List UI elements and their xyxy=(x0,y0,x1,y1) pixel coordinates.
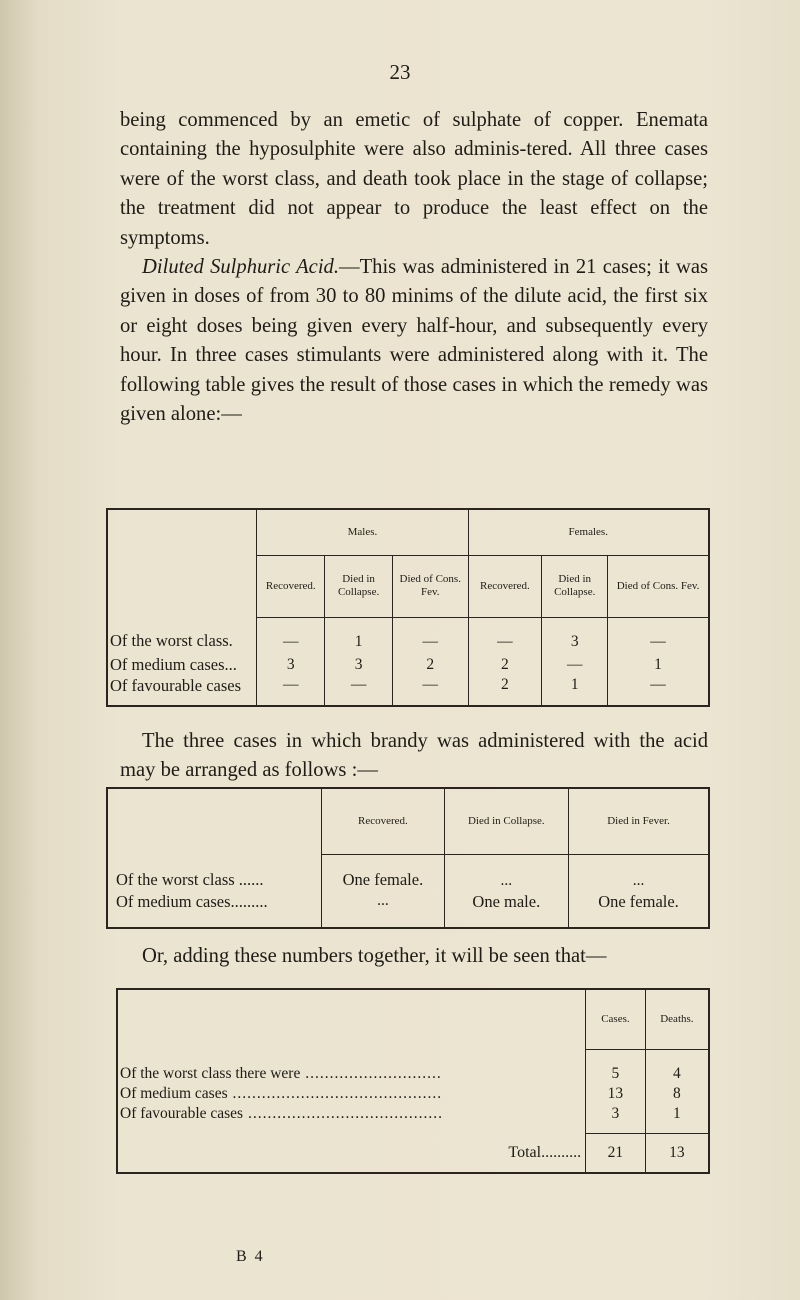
table-cell: — xyxy=(650,676,666,693)
results-table-with-brandy xyxy=(106,787,710,929)
table-cell: 2 xyxy=(392,653,468,676)
table-row xyxy=(107,617,709,653)
table-cell: ... xyxy=(444,854,568,890)
table-row xyxy=(107,854,709,890)
results-table-acid-alone xyxy=(106,508,710,707)
table-cell: 5 xyxy=(586,1049,646,1083)
row-label xyxy=(117,1105,586,1133)
table-cell: — xyxy=(650,633,666,650)
table2-col-header: Died in Fever. xyxy=(569,788,709,854)
summary-table-cases-deaths xyxy=(116,988,710,1174)
row-label: Of the worst class ...... xyxy=(107,854,322,890)
table-cell: — xyxy=(542,653,608,676)
table-cell: One female. xyxy=(322,854,444,890)
table-cell: — xyxy=(325,676,393,706)
row-label-text: Of favourable cases xyxy=(120,1105,244,1122)
table-cell: 1 xyxy=(325,617,393,653)
table-row xyxy=(107,890,709,928)
page-number: 23 xyxy=(389,60,411,84)
table2-col-header: Died in Collapse. xyxy=(444,788,568,854)
table-cell: 1 xyxy=(673,1105,681,1122)
table-cell: 2 xyxy=(468,676,542,706)
table1-col-header: Died of Cons. Fev. xyxy=(608,555,709,617)
table3-col-header: Cases. xyxy=(586,989,646,1049)
table1-col-header: Died of Cons. Fev. xyxy=(392,555,468,617)
table3-col-header: Deaths. xyxy=(645,989,709,1049)
row-label: Of the worst class. xyxy=(107,617,257,653)
table-cell: 3 xyxy=(325,653,393,676)
total-cell: 21 xyxy=(586,1133,646,1173)
row-label: Of medium cases......... xyxy=(107,890,322,928)
table-cell: — xyxy=(257,676,325,706)
paragraph-brandy-cases: The three cases in which brandy was administered with the acid may be arranged as follows :— xyxy=(120,730,708,782)
table-cell: — xyxy=(392,676,468,706)
table1-col-header: Died in Collapse. xyxy=(325,555,393,617)
table-cell: — xyxy=(468,617,542,653)
table-cell: One female. xyxy=(598,892,679,911)
row-label xyxy=(117,1083,586,1105)
table-row-total xyxy=(117,1133,709,1173)
paragraph-sulphuric-acid xyxy=(120,253,708,429)
paragraph-copper-treatment: being commenced by an emetic of sulphate of copper. Enemata containing the hyposulphite were also adminis-tered. All three cases were of the worst class, and death took place in the stage of collapse; the treatment did not appear to produce the least effect on the symptoms. xyxy=(120,109,708,249)
table1-col-header: Died in Collapse. xyxy=(542,555,608,617)
table-cell: — xyxy=(392,617,468,653)
total-label: Total.......... xyxy=(117,1133,586,1173)
table1-corner-cell xyxy=(107,509,257,617)
table-row xyxy=(117,1049,709,1083)
table1-col-header: Recovered. xyxy=(257,555,325,617)
signature-mark: B 4 xyxy=(236,1248,265,1265)
table-cell: 3 xyxy=(257,653,325,676)
dot-leader: ............................ xyxy=(300,1065,442,1082)
table2-col-header: Recovered. xyxy=(322,788,444,854)
table2-corner-cell xyxy=(107,788,322,854)
table-cell: 2 xyxy=(468,653,542,676)
table-cell: ... xyxy=(322,890,444,928)
dot-leader: ........................................... xyxy=(227,1085,443,1102)
dot-leader: ........................................ xyxy=(243,1105,443,1122)
row-label xyxy=(117,1049,586,1083)
row-label-text: Of the worst class there were xyxy=(120,1065,301,1082)
table-row xyxy=(117,1105,709,1133)
paragraph-sulphuric-acid-body: —This was administered in 21 cases; it was given in doses of from 30 to 80 minims of the dilute acid, the first six or eight doses being given every half-hour, and subsequently every hour. In three cases stimulants were administered along with it. The following table gives the result of those cases in which the remedy was given alone:— xyxy=(120,256,708,426)
table-row xyxy=(107,676,709,706)
row-label-text: Of medium cases xyxy=(120,1085,228,1102)
table-row xyxy=(107,653,709,676)
table-cell: 1 xyxy=(542,676,608,706)
row-label: Of favourable cases xyxy=(107,676,257,706)
table3-corner-cell xyxy=(117,989,586,1049)
table-cell: 4 xyxy=(673,1065,681,1082)
table-row xyxy=(117,1083,709,1105)
table-cell: 13 xyxy=(586,1083,646,1105)
table-cell: 1 xyxy=(654,655,662,673)
table-cell: 8 xyxy=(673,1085,681,1102)
table-cell: 3 xyxy=(542,617,608,653)
table-cell: 3 xyxy=(586,1105,646,1133)
table1-group-males: Males. xyxy=(257,509,468,555)
table-cell: — xyxy=(257,617,325,653)
table-cell: One male. xyxy=(444,890,568,928)
section-heading-diluted-sulphuric-acid: Diluted Sulphuric Acid. xyxy=(142,256,339,278)
table1-col-header: Recovered. xyxy=(468,555,542,617)
table-cell: ... xyxy=(632,872,645,889)
table1-group-females: Females. xyxy=(468,509,709,555)
row-label: Of medium cases... xyxy=(107,653,257,676)
total-cell: 13 xyxy=(645,1133,709,1173)
paragraph-adding-numbers: Or, adding these numbers together, it will be seen that— xyxy=(142,945,607,967)
